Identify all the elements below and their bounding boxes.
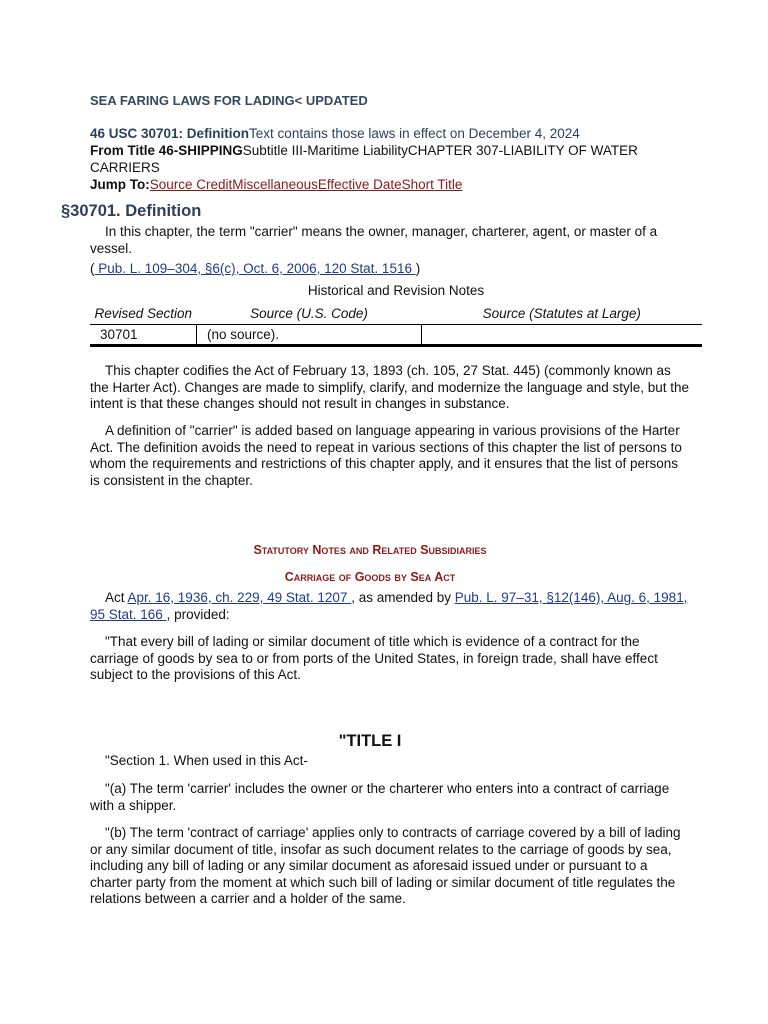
document-title: SEA FARING LAWS FOR LADING< UPDATED (90, 93, 368, 108)
harter-act-paragraph: This chapter codifies the Act of February 13, 1893 (ch. 105, 27 Stat. 445) (commonly known as the Harter Act). Changes are made to simplify, clarify, and modernize the language and style, but the intent is that these changes should not result in changes in substance. (90, 363, 690, 411)
source-credit-link[interactable]: Pub. L. 109–304, §6(c), Oct. 6, 2006, 120 Stat. 1516 (94, 261, 416, 276)
revision-notes-table (90, 304, 702, 347)
cell-revised-section: 30701 (90, 325, 197, 346)
title-i-heading: "TITLE I (338, 732, 402, 750)
jump-line (90, 176, 690, 193)
table-header-row (90, 304, 702, 325)
act-1936-link[interactable]: Apr. 16, 1936, ch. 229, 49 Stat. 1207 (127, 590, 352, 605)
col-source-statutes: Source (Statutes at Large) (422, 304, 703, 325)
pub-l-97-31-link[interactable]: Pub. L. 97–31, §12(146), Aug. 6, 1981, 95 Stat. 166 (90, 590, 688, 622)
statutory-notes-heading: Statutory Notes and Related Subsidiaries (253, 543, 487, 557)
col-source-usc: Source (U.S. Code) (197, 304, 422, 325)
source-credit (90, 261, 690, 278)
jump-label: Jump To: (90, 177, 150, 192)
section-1-paragraph: "Section 1. When used in this Act- (105, 753, 308, 768)
jump-link-short-title[interactable]: Short Title (401, 177, 463, 192)
jump-link-source-credit[interactable]: Source Credit (149, 177, 233, 192)
cell-source-statutes (422, 325, 703, 346)
jump-link-miscellaneous[interactable]: Miscellaneous (232, 177, 318, 192)
usc-line (90, 125, 690, 142)
paragraph-b: "(b) The term 'contract of carriage' applies only to contracts of carriage covered by a bill of lading or any similar document of title, insofar as such document relates to the carriage of goods by sea, including any bill of lading or any similar document as aforesaid issued under or pursuant to a charter party from the moment at which such bill of lading or similar document of title regulates the relations between a carrier and a holder of the same. (90, 825, 681, 906)
definition-paragraph: In this chapter, the term "carrier" means the owner, manager, charterer, agent, or master of a vessel. (90, 224, 658, 256)
from-rest: Subtitle III-Maritime LiabilityCHAPTER 307-LIABILITY OF WATER CARRIERS (90, 143, 638, 175)
source-close: ) (415, 261, 421, 276)
from-label: From Title 46-SHIPPING (90, 143, 243, 158)
bill-of-lading-paragraph: "That every bill of lading or similar document of title which is evidence of a contract for the carriage of goods by sea to or from ports of the United States, in foreign trade, shall have effect subject to the provisions of this Act. (90, 634, 658, 682)
effect-text: Text contains those laws in effect on December 4, 2024 (249, 126, 580, 141)
col-revised-section: Revised Section (90, 304, 197, 325)
carrier-definition-paragraph: A definition of "carrier" is added based on language appearing in various provisions of the Harter Act. The definition avoids the need to repeat in various sections of this chapter the list of persons to whom the requirements and restrictions of this chapter apply, and it ensures that the list of persons is consistent in the chapter. (90, 423, 682, 488)
act-mid: , as amended by (351, 590, 455, 605)
paragraph-a: "(a) The term 'carrier' includes the owner or the charterer who enters into a contract of carriage with a shipper. (90, 781, 670, 813)
act-prefix: Act (105, 590, 128, 605)
usc-label: 46 USC 30701: Definition (90, 126, 250, 141)
header-meta (90, 125, 690, 193)
act-suffix: , provided: (166, 606, 230, 622)
cogsa-heading: Carriage of Goods by Sea Act (284, 570, 456, 584)
historical-notes-title: Historical and Revision Notes (307, 283, 485, 298)
table-row (90, 325, 702, 346)
jump-link-effective-date[interactable]: Effective Date (317, 177, 402, 192)
source-open: ( (90, 261, 95, 276)
section-heading: §30701. Definition (61, 202, 202, 220)
act-paragraph (90, 590, 690, 623)
from-line (90, 142, 690, 176)
cell-source-usc: (no source). (197, 325, 422, 346)
